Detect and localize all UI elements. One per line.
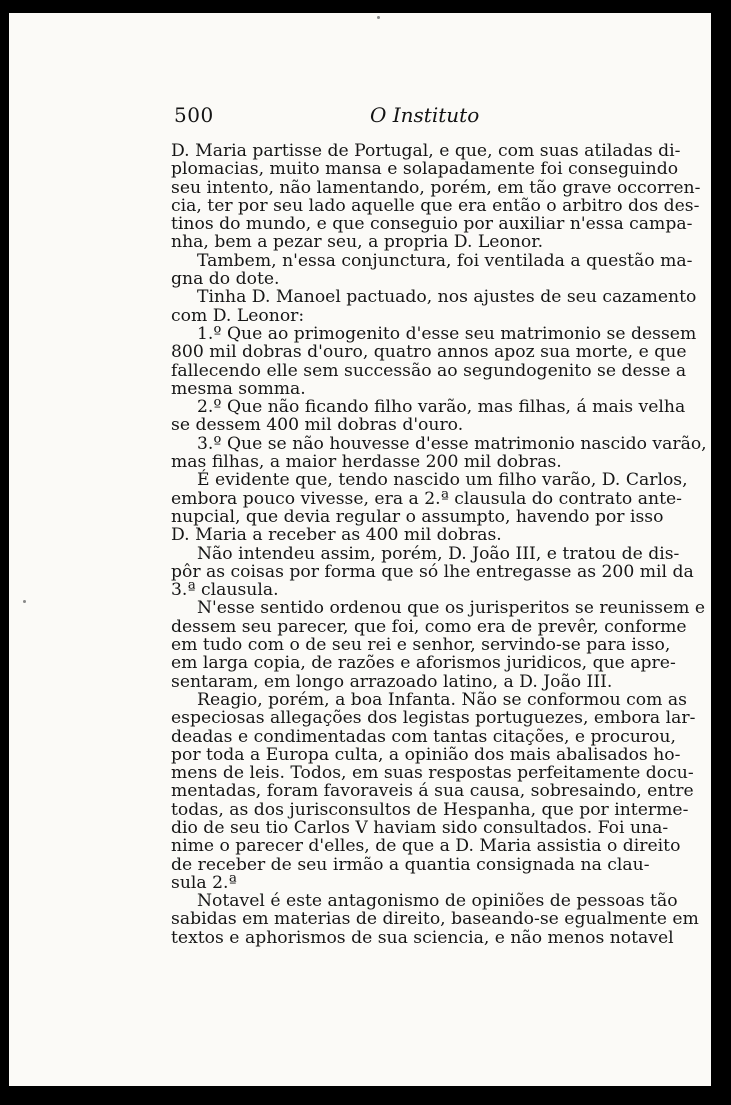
text-line: em larga copia, de razões e aforismos juridicos, que apre- (171, 653, 676, 674)
page-header (174, 103, 646, 133)
text-line: D. Maria partisse de Portugal, e que, com suas atiladas di- (171, 141, 681, 161)
page-number: 500 (174, 103, 214, 127)
text-line: todas, as dos jurisconsultos de Hespanha, que por interme- (171, 799, 689, 820)
text-line: nupcial, que devia regular o assumpto, havendo por isso (171, 506, 664, 527)
text-line: mens de leis. Todos, em suas respostas perfeitamente docu- (171, 763, 694, 784)
printer-speck (377, 16, 380, 19)
text-line: 3.º Que se não houvesse d'esse matrimonio nascido varão, (197, 433, 707, 454)
printer-speck (23, 600, 26, 603)
text-line: dessem seu parecer, que foi, como era de prevêr, conforme (171, 616, 687, 637)
text-line: Tinha D. Manoel pactuado, nos ajustes de seu cazamento (197, 287, 697, 308)
text-line: Não intendeu assim, porém, D. João III, e tratou de dis- (197, 543, 680, 564)
text-line: nha, bem a pezar seu, a propria D. Leonor. (171, 232, 544, 253)
text-line: mentadas, foram favoraveis á sua causa, sobresaindo, entre (171, 781, 694, 802)
text-line: 800 mil dobras d'ouro, quatro annos apoz sua morte, e que (171, 342, 687, 363)
text-line: Tambem, n'essa conjunctura, foi ventilada a questão ma- (197, 250, 693, 271)
running-title: O Instituto (370, 103, 480, 127)
body-text (171, 141, 707, 948)
text-line: por toda a Europa culta, a opinião dos mais abalisados ho- (171, 744, 681, 765)
text-line: É evidente que, tendo nascido um filho varão, D. Carlos, (197, 470, 688, 491)
text-line: cia, ter por seu lado aquelle que era então o arbitro dos des- (171, 195, 700, 216)
text-line: tinos do mundo, e que conseguio por auxiliar n'essa campa- (171, 214, 693, 235)
text-line: dio de seu tio Carlos V haviam sido consultados. Foi una- (171, 817, 669, 838)
text-line: textos e aphorismos de sua sciencia, e não menos notavel (171, 927, 674, 948)
text-line: de receber de seu irmão a quantia consignada na clau- (171, 854, 650, 875)
text-line: com D. Leonor: (171, 305, 305, 326)
text-line: D. Maria a receber as 400 mil dobras. (171, 525, 502, 546)
text-line: sabidas em materias de direito, baseando-se egualmente em (171, 909, 699, 930)
book-page (9, 13, 711, 1086)
text-line: mesma somma. (171, 378, 306, 399)
text-line: 3.ª clausula. (171, 580, 279, 601)
text-line: sentaram, em longo arrazoado latino, a D. João III. (171, 671, 613, 692)
text-line: especiosas allegações dos legistas portuguezes, embora lar- (171, 708, 696, 729)
text-line: fallecendo elle sem successão ao segundogenito se desse a (171, 360, 687, 381)
text-line: gna do dote. (171, 269, 280, 290)
text-line: mas filhas, a maior herdasse 200 mil dobras. (171, 452, 562, 473)
text-line: embora pouco vivesse, era a 2.ª clausula do contrato ante- (171, 488, 682, 509)
text-line: se dessem 400 mil dobras d'ouro. (171, 415, 464, 436)
text-line: em tudo com o de seu rei e senhor, servindo-se para isso, (171, 635, 671, 656)
text-line: sula 2.ª (171, 872, 237, 893)
text-line: nime o parecer d'elles, de que a D. Maria assistia o direito (171, 836, 681, 857)
text-line: 2.º Que não ficando filho varão, mas filhas, á mais velha (197, 397, 686, 418)
text-line: seu intento, não lamentando, porém, em tão grave occorren- (171, 177, 701, 198)
text-line: 1.º Que ao primogenito d'esse seu matrimonio se dessem (197, 323, 697, 344)
text-line: pôr as coisas por forma que só lhe entregasse as 200 mil da (171, 561, 694, 582)
text-line: Notavel é este antagonismo de opiniões de pessoas tão (197, 891, 678, 912)
text-line: deadas e condimentadas com tantas citações, e procurou, (171, 726, 676, 747)
text-line: Reagio, porém, a boa Infanta. Não se conformou com as (197, 689, 687, 710)
text-line: plomacias, muito mansa e solapadamente foi conseguindo (171, 159, 679, 180)
text-line: N'esse sentido ordenou que os jurisperitos se reunissem e (197, 598, 706, 619)
